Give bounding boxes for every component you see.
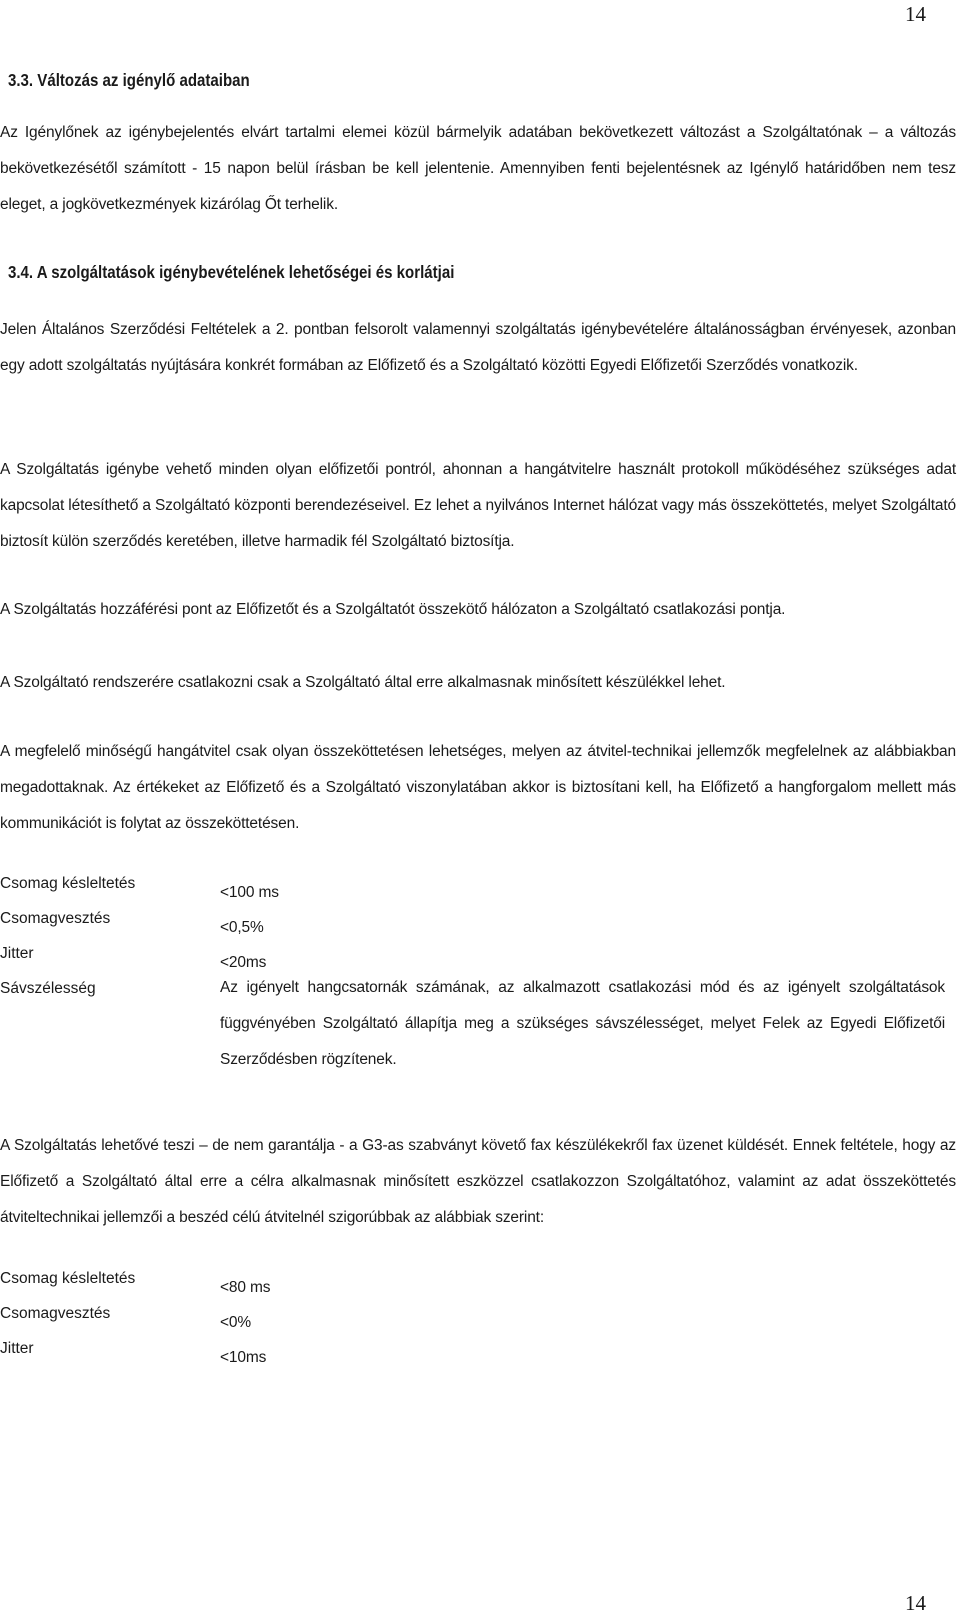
list-item bbox=[0, 910, 956, 946]
paragraph-general-terms: Jelen Általános Szerződési Feltételek a 2. pontban felsorolt valamennyi szolgáltatás igénybevételére általánosságban érvényesek, azonban egy adott szolgáltatás nyújtására konkrét formában az Előfizető és a Szolgáltató közötti Egyedi Előfizetői Szerződés vonatkozik. bbox=[0, 321, 956, 374]
param-label: Csomagvesztés bbox=[0, 1305, 111, 1322]
param-label: Csomagvesztés bbox=[0, 910, 111, 927]
section-heading-3-4: 3.4. A szolgáltatások igénybevételének lehetőségei és korlátjai bbox=[8, 262, 455, 282]
param-label: Jitter bbox=[0, 945, 34, 962]
list-item bbox=[0, 875, 956, 911]
param-value: <10ms bbox=[220, 1349, 267, 1366]
section-heading-3-3: 3.3. Változás az igénylő adataiban bbox=[8, 70, 250, 90]
param-value: <100 ms bbox=[220, 884, 279, 901]
paragraph-access-points: A Szolgáltatás igénybe vehető minden olyan előfizetői pontról, ahonnan a hangátvitelre használt protokoll működéséhez szükséges adat kapcsolat létesíthető a Szolgáltató központi berendezéseivel. Ez lehet a nyilvános Internet hálózat vagy más összeköttetés, melyet Szolgáltató biztosít külön szerződés keretében, illetve harmadik fél Szolgáltató biztosítja. bbox=[0, 461, 956, 550]
list-item bbox=[0, 1340, 956, 1376]
param-value: <0% bbox=[220, 1314, 252, 1331]
param-value: <80 ms bbox=[220, 1279, 271, 1296]
page-number-top: 14 bbox=[905, 2, 926, 26]
list-item bbox=[0, 1305, 956, 1341]
param-value: Az igényelt hangcsatornák számának, az alkalmazott csatlakozási mód és az igényelt szolgáltatások függvényében Szolgáltató állapítja meg a szükséges sávszélességet, melyet Felek az Egyedi Előfizetői Szerződésben rögzítenek. bbox=[220, 979, 945, 1068]
list-item bbox=[0, 1270, 956, 1306]
paragraph-access-point-definition: A Szolgáltatás hozzáférési pont az Előfizetőt és a Szolgáltatót összekötő hálózaton a Szolgáltató csatlakozási pontja. bbox=[0, 601, 786, 618]
paragraph-devices: A Szolgáltató rendszerére csatlakozni csak a Szolgáltató által erre alkalmasnak minősített készülékkel lehet. bbox=[0, 674, 726, 691]
param-value: <20ms bbox=[220, 954, 267, 971]
page-number-bottom: 14 bbox=[905, 1591, 926, 1615]
param-label: Csomag késleltetés bbox=[0, 1270, 136, 1287]
param-label: Csomag késleltetés bbox=[0, 875, 136, 892]
paragraph-voice-quality: A megfelelő minőségű hangátvitel csak olyan összeköttetésen lehetséges, melyen az átvitel-technikai jellemzők megfelelnek az alábbiakban megadottaknak. Az értékeket az Előfizető és a Szolgáltató viszonylatában akkor is biztosítani kell, ha Előfizető a hangforgalom mellett más kommunikációt is folytat az összeköttetésen. bbox=[0, 743, 956, 832]
list-item bbox=[0, 979, 956, 1068]
paragraph-fax: A Szolgáltatás lehetővé teszi – de nem garantálja - a G3-as szabványt követő fax készülékekről fax üzenet küldését. Ennek feltétele, hogy az Előfizető a Szolgáltató által erre a célra alkalmasnak minősített eszközzel csatlakozzon Szolgáltatóhoz, valamint az adat összeköttetés átviteltechnikai jellemzői a beszéd célú átvitelnél szigorúbbak az alábbiak szerint: bbox=[0, 1137, 956, 1226]
param-label: Jitter bbox=[0, 1340, 34, 1357]
param-label: Sávszélesség bbox=[0, 980, 96, 997]
paragraph-change-notice: Az Igénylőnek az igénybejelentés elvárt tartalmi elemei közül bármelyik adatában bekövetkezett változást a Szolgáltatónak – a változás bekövetkezésétől számított - 15 napon belül írásban be kell jelentenie. Amennyiben fenti bejelentésnek az Igénylő határidőben nem tesz eleget, a jogkövetkezmények kizárólag Őt terhelik. bbox=[0, 124, 956, 213]
param-value: <0,5% bbox=[220, 919, 264, 936]
